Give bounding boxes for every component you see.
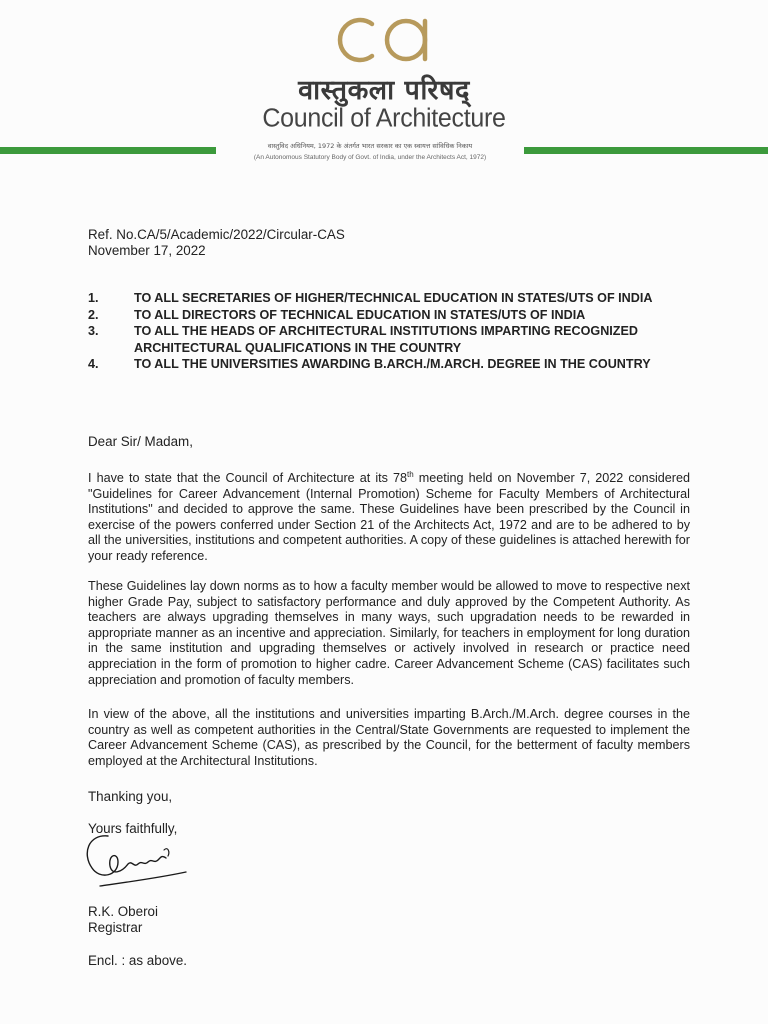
reference-block: [88, 227, 345, 259]
body-paragraph-1: [88, 471, 690, 565]
recipient-list: [88, 290, 698, 373]
council-name-hindi: वास्तुकला परिषद्: [298, 75, 470, 106]
signatory-title: Registrar: [88, 920, 143, 935]
recipient-number: 2.: [88, 307, 99, 322]
recipient-item: [88, 323, 698, 356]
paragraph-1-text-rest: meeting held on November 7, 2022 considered "Guidelines for Career Advancement (Internal Promotion) Scheme for Faculty Members of Architectural Institutions" and decided to approve the same. These Guidelines have been prescribed by the Council in exercise of the powers conferred under Section 21 of the Architects Act, 1972 and are to be adhered to by all the universities, institutions and competent authorities. A copy of these guidelines is attached herewith for your ready reference.: [88, 471, 690, 563]
recipient-text: TO ALL DIRECTORS OF TECHNICAL EDUCATION IN STATES/UTS OF INDIA: [134, 307, 586, 322]
thanking-line: Thanking you,: [88, 789, 173, 804]
recipient-text: TO ALL SECRETARIES OF HIGHER/TECHNICAL EDUCATION IN STATES/UTS OF INDIA: [134, 291, 653, 305]
enclosure-note: Encl. : as above.: [88, 953, 187, 968]
recipient-number: 4.: [88, 357, 99, 371]
body-paragraph-2: These Guidelines lay down norms as to how a faculty member would be allowed to move to respective next higher Grade Pay, subject to satisfactory performance and duly approved by the Competent Authority. As teachers are always upgrading themselves in many ways, such upgradation needs to be rewarded in appropriate manner as an incentive and appreciation. Similarly, for teachers in employment for long duration in the same institution and upgrading themselves or actively involved in research or practice need appreciation in the form of promotion to higher cadre. Career Advancement Scheme (CAS) facilitates such appreciation and promotion of faculty members.: [88, 579, 690, 687]
signatory-name: R.K. Oberoi: [88, 904, 158, 919]
recipient-item: [88, 290, 698, 307]
recipient-text: TO ALL THE UNIVERSITIES AWARDING B.ARCH./M.ARCH. DEGREE IN THE COUNTRY: [134, 357, 651, 371]
handwritten-signature: [78, 828, 208, 894]
recipient-number: 1.: [88, 291, 99, 305]
paragraph-1-text-start: I have to state that the Council of Architecture at its 78: [88, 471, 407, 485]
closing-line: Yours faithfully,: [88, 821, 178, 836]
salutation: Dear Sir/ Madam,: [88, 434, 193, 449]
reference-number: Ref. No.CA/5/Academic/2022/Circular-CAS: [88, 227, 345, 242]
council-logo: [324, 14, 448, 66]
letter-date: November 17, 2022: [88, 243, 206, 258]
ordinal-suffix: th: [407, 469, 414, 479]
statute-hindi: वास्तुविद अधिनियम, 1972 के अंतर्गत भारत सरकार का एक स्वायत्त सांविधिक निकाय: [267, 142, 473, 150]
recipient-number: 3.: [88, 324, 99, 338]
statute-english: (An Autonomous Statutory Body of Govt. of India, under the Architects Act, 1972): [253, 154, 487, 161]
recipient-item: [88, 356, 698, 373]
council-name-english: Council of Architecture: [262, 103, 506, 133]
body-paragraph-3: In view of the above, all the institutions and universities imparting B.Arch./M.Arch. degree courses in the country as well as competent authorities in the Central/State Governments are requested to implement the Career Advancement Scheme (CAS), as prescribed by the Council, for the betterment of faculty members employed at the Architectural Institutions.: [88, 707, 690, 768]
letterhead-rule-left: [0, 147, 216, 154]
recipient-text: TO ALL THE HEADS OF ARCHITECTURAL INSTITUTIONS IMPARTING RECOGNIZED ARCHITECTURAL QUALIFICATIONS IN THE COUNTRY: [134, 324, 638, 355]
recipient-item: [88, 307, 698, 324]
letterhead-rule-right: [524, 147, 768, 154]
